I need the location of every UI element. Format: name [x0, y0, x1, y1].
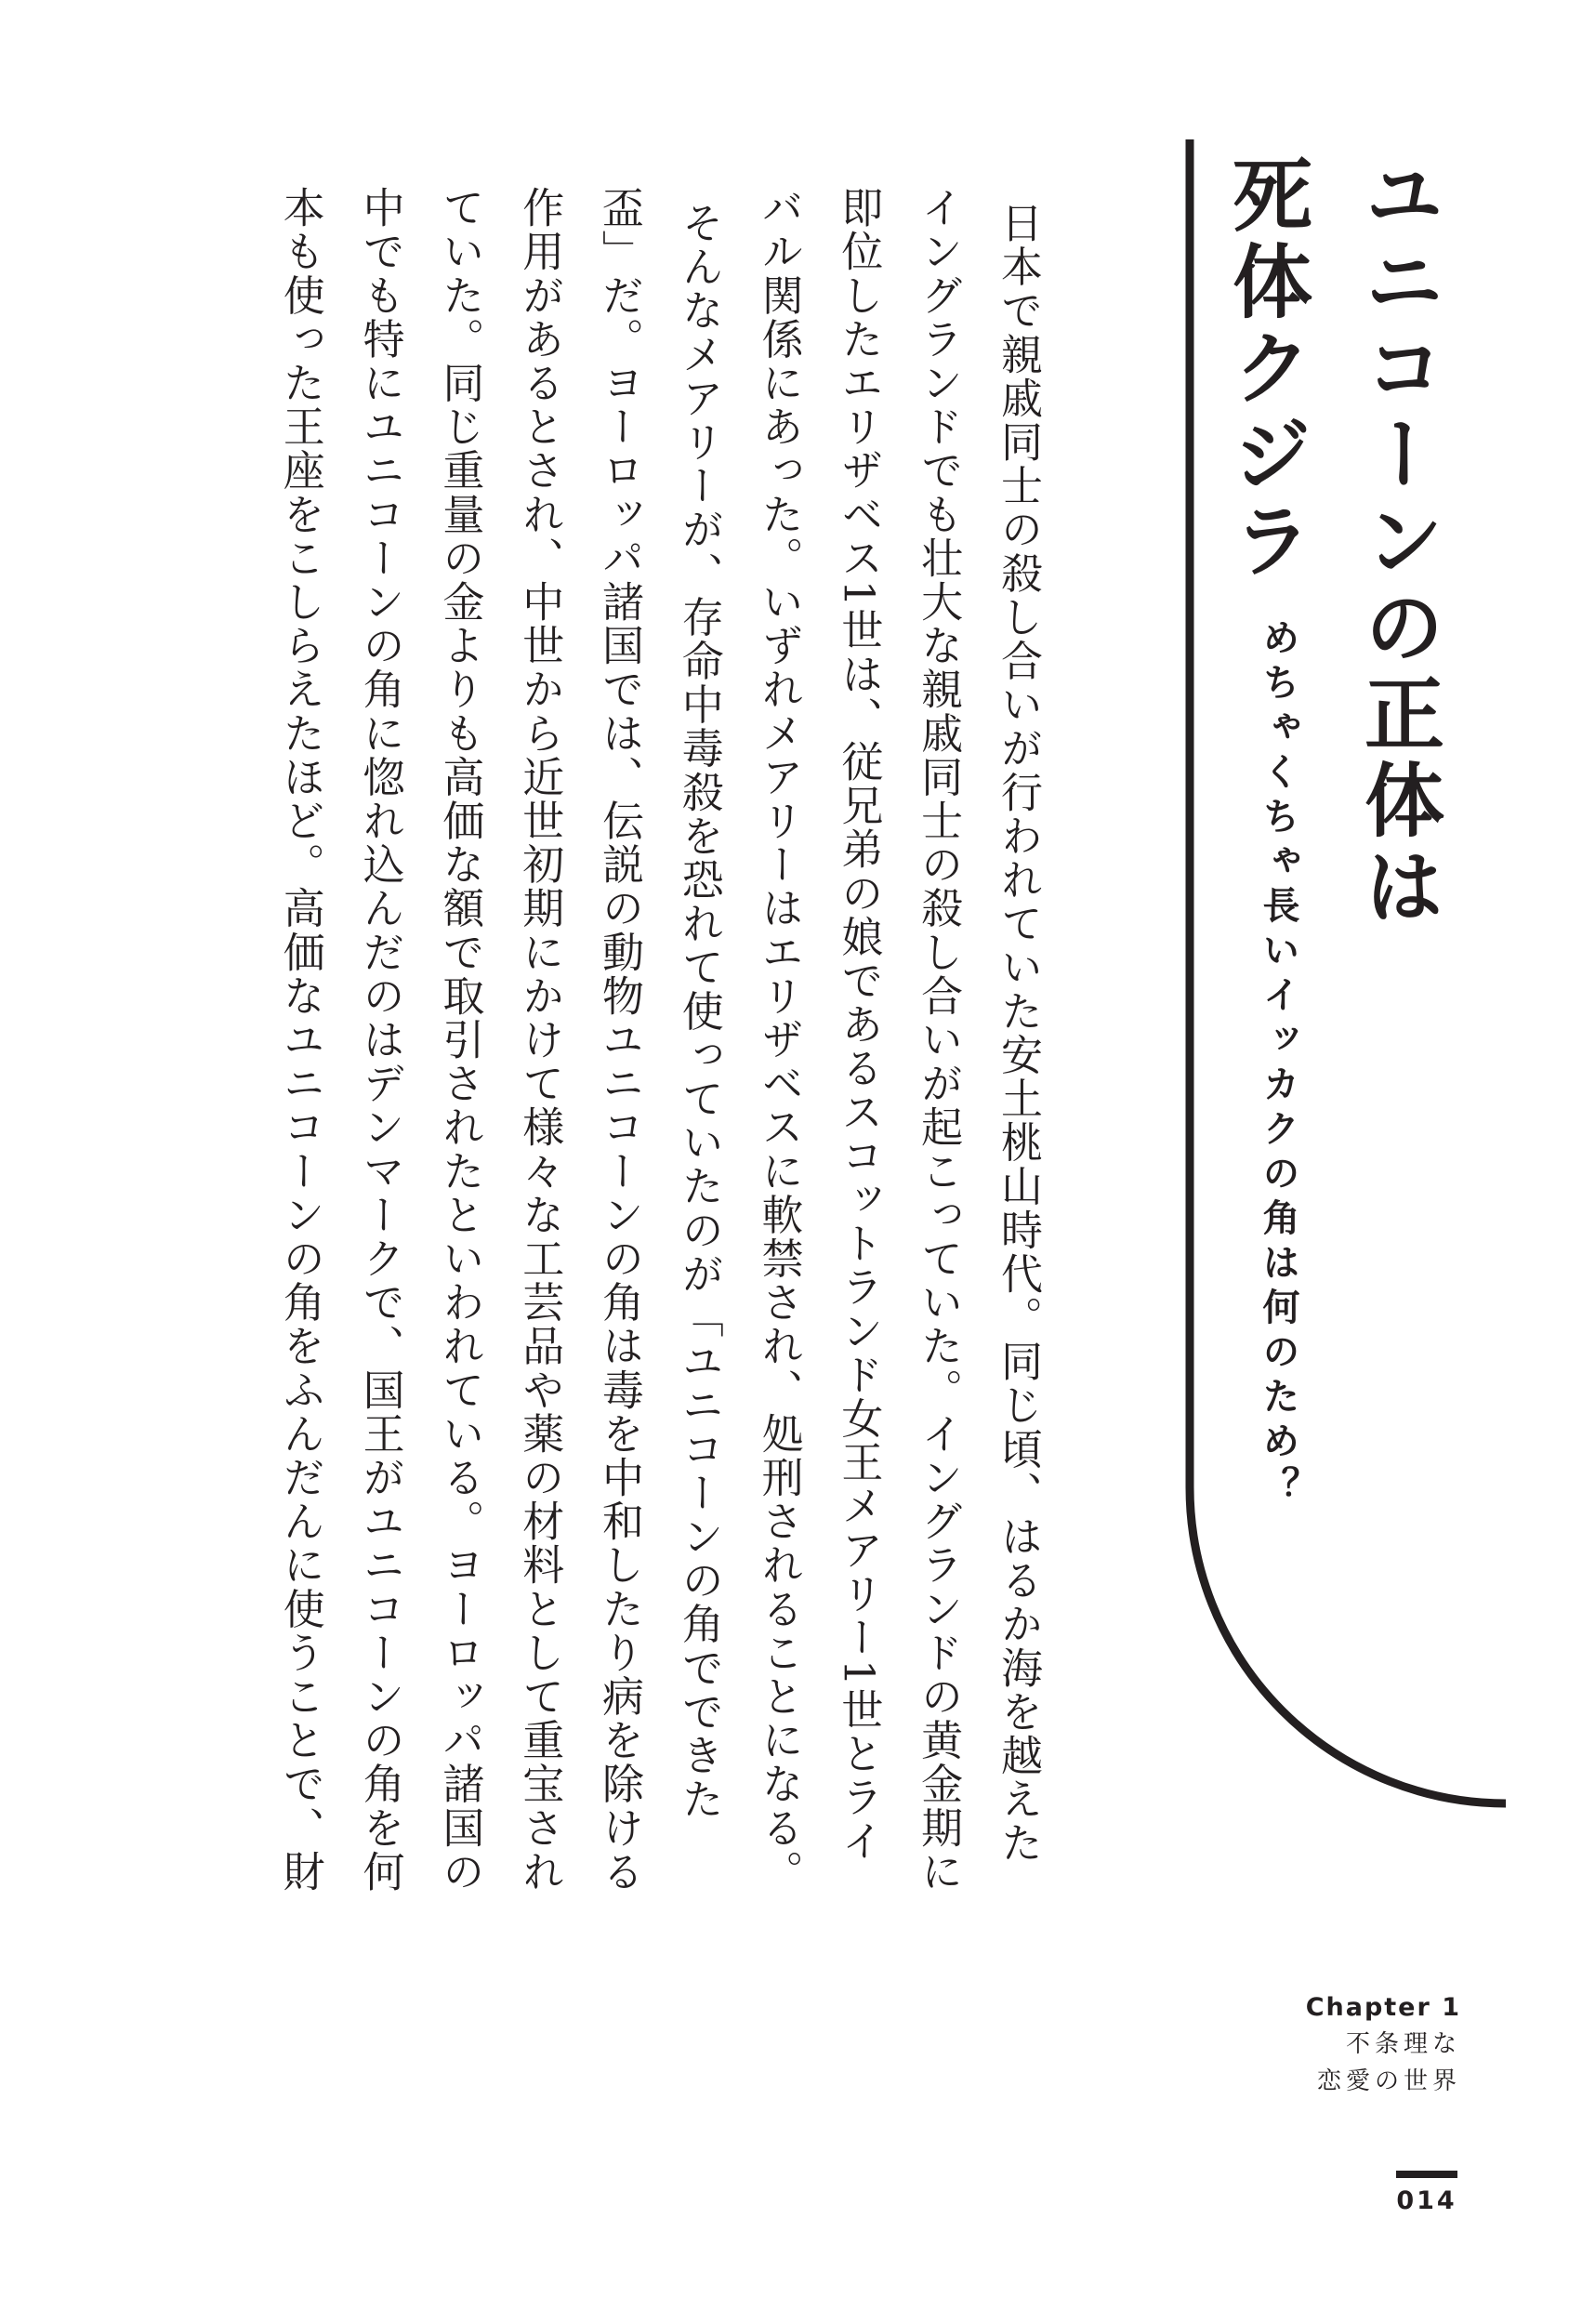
- chapter-label: Chapter 1: [1305, 1993, 1461, 2022]
- paragraph-2: そんなメアリーが、存命中毒殺を恐れて使っていたのが「ユニコーンの角でできた 盃」だ。ヨーロッパ諸国では、伝説の動物ユニコーンの角は毒を中和したり病を除ける 作用があるとされ、中世から近世初期にかけて様々な工芸品や薬の材料として重宝され ていた。同じ重量の金よりも高価な額で取引されたといわれている。ヨーロッパ諸国の 中でも特にユニコーンの角に惚れ込んだのはデンマークで、国王がユニコーンの角を何 本も使った王座をこしらえたほど。高価なユニコーンの角をふんだんに使うことで、財: [275, 186, 724, 1894]
- title-bracket: [1153, 139, 1506, 1859]
- chapter-heading-line-2: 死体クジラ: [1219, 153, 1312, 586]
- chapter-title-line-1: 不条理な: [1345, 2030, 1461, 2059]
- chapter-subheading: めちゃくちゃ長いイッカクの角は何のため？: [1257, 618, 1299, 1511]
- chapter-heading-line-1: ユニコーンの正体は: [1351, 153, 1444, 931]
- body-text: [260, 186, 1058, 1894]
- chapter-marker: [1306, 1989, 1461, 2101]
- page-number-rule: [1396, 2171, 1457, 2178]
- paragraph-1: 日本で親戚同士の殺し合いが行われていた安土桃山時代。同じ頃、はるか海を越えた イングランドでも壮大な親戚同士の殺し合いが起こっていた。イングランドの黄金期に 即位したエリザベス1世は、従兄弟の娘であるスコットランド女王メアリー1世とライ バル関係にあった。いずれメアリーはエリザベスに軟禁され、処刑されることになる。: [754, 186, 1043, 1894]
- chapter-title-line-2: 恋愛の世界: [1316, 2067, 1461, 2096]
- page-number: 014: [1396, 2186, 1457, 2215]
